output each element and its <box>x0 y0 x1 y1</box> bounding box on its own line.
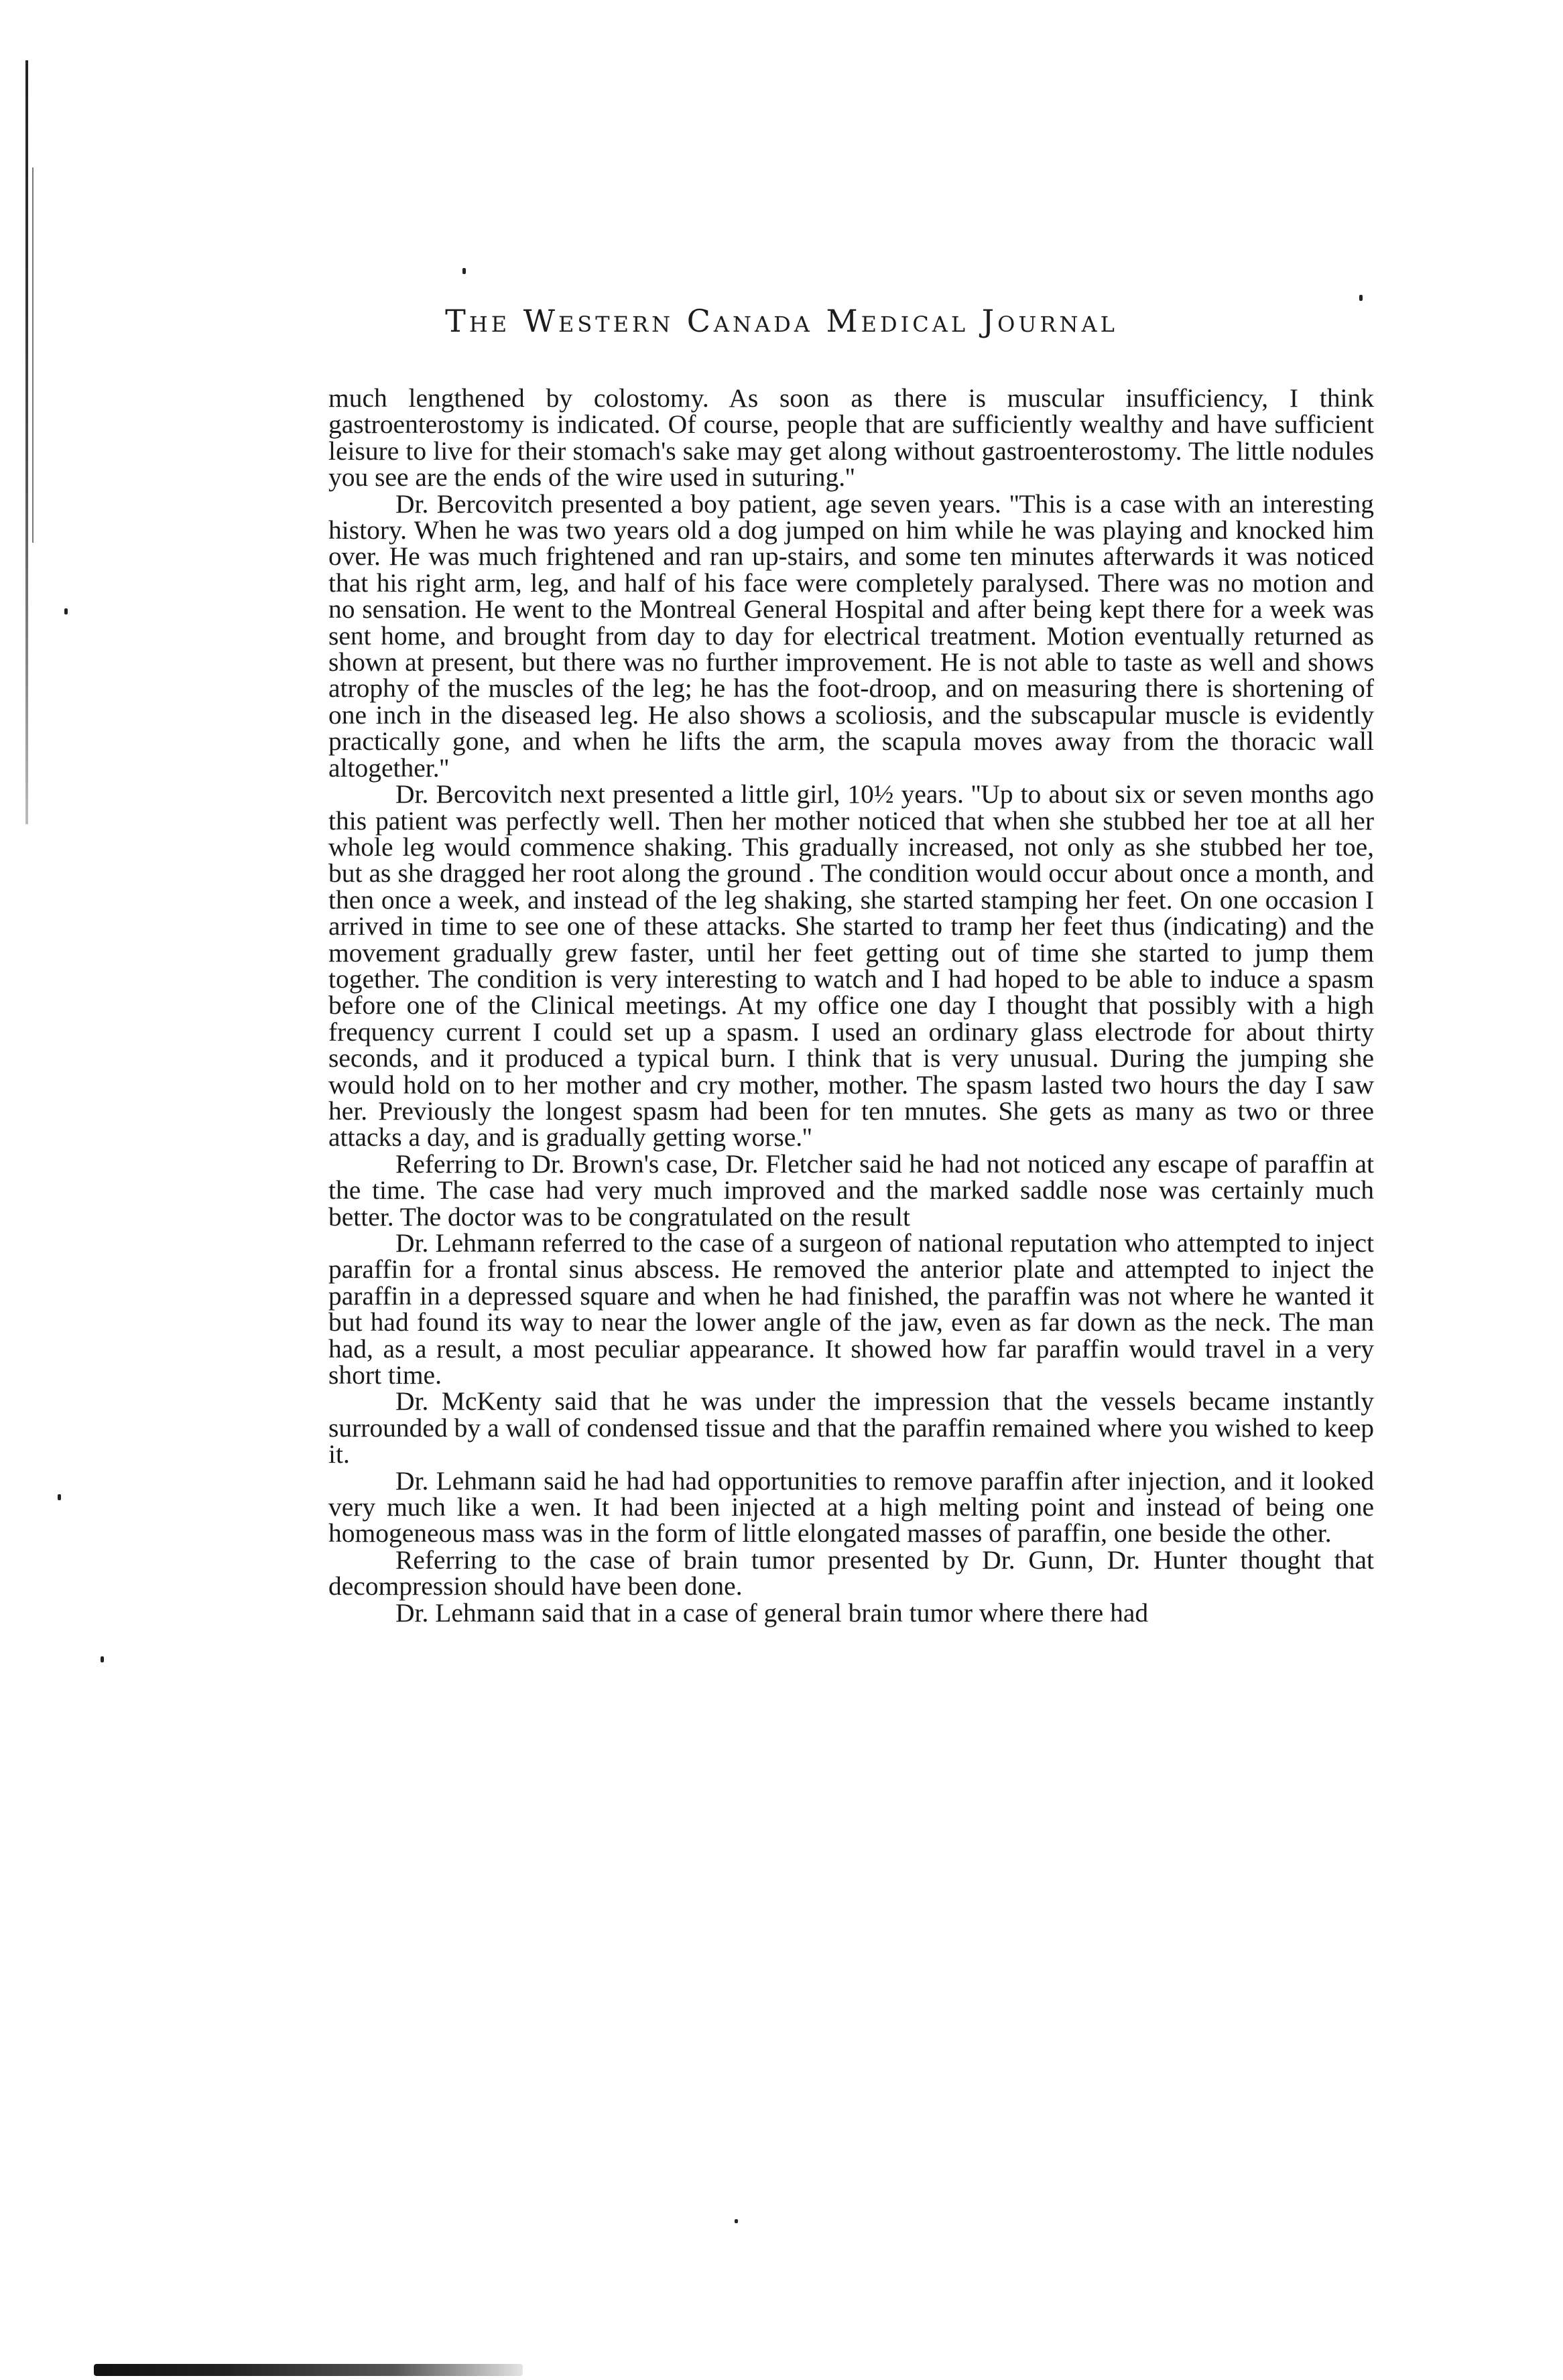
paragraph: Referring to the case of brain tumor presented by Dr. Gunn, Dr. Hunter thought that decompression should have been done. <box>328 1544 1374 1601</box>
scan-speck <box>64 608 68 614</box>
article-body <box>328 385 1374 1626</box>
scan-speck <box>58 1494 61 1500</box>
scan-speck <box>101 1656 104 1662</box>
paragraph: Dr. Bercovitch next presented a little girl, 10½ years. ''Up to about six or seven months ago this patient was perfectly well. Then her mother noticed that when she stubbed her toe at all her whole leg would commence shaking. This gradually increased, not only as she stubbed her toe, but as she dragged her root along the ground . The condition would occur about once a month, and then once a week, and instead of the leg shaking, she started stamping her feet. On one occasion I arrived in time to see one of these attacks. She started to tramp her feet thus (indicating) and the movement gradually grew faster, until her feet getting out of time she started to jump them together. The condition is very interesting to watch and I had hoped to be able to induce a spasm before one of the Clinical meetings. At my office one day I thought that possibly with a high frequency current I could set up a spasm. I used an ordinary glass electrode for about thirty seconds, and it produced a typical burn. I think that is very unusual. During the jumping she would hold on to her mother and cry mother, mother. The spasm lasted two hours the day I saw her. Previously the longest spasm had been for ten mnutes. She gets as many as two or three attacks a day, and is gradually getting worse.'' <box>328 779 1374 1152</box>
scan-speck <box>462 268 466 274</box>
paragraph: Dr. Bercovitch presented a boy patient, age seven years. ''This is a case with an interesting history. When he was two years old a dog jumped on him while he was playing and knocked him over. He was much frightened and ran up-stairs, and some ten minutes afterwards it was noticed that his right arm, leg, and half of his face were completely paralysed. There was no motion and no sensation. He went to the Montreal General Hospital and after being kept there for a week was sent home, and brought from day to day for electrical treatment. Motion eventually returned as shown at present, but there was no further improvement. He is not able to taste as well and shows atrophy of the muscles of the leg; he has the foot-droop, and on measuring there is shortening of one inch in the diseased leg. He also shows a scoliosis, and the subscapular muscle is evidently practically gone, and when he lifts the arm, the scapula moves away from the thoracic wall altogether.'' <box>328 488 1374 783</box>
paragraph: much lengthened by colostomy. As soon as there is muscular insufficiency, I think gastroenterostomy is indicated. Of course, people that are sufficiently wealthy and have sufficient leisure to live for their stomach's sake may get along without gastroenterostomy. The little nodules you see are the ends of the wire used in suturing.'' <box>328 383 1374 492</box>
scan-edge-line <box>25 60 28 824</box>
scan-speck <box>1359 295 1363 301</box>
paragraph: Dr. Lehmann referred to the case of a surgeon of national reputation who attempted to inject paraffin for a frontal sinus abscess. He removed the anterior plate and attempted to inject the paraffin in a depressed square and when he had finished, the paraffin was not where he wanted it but had found its way to near the lower angle of the jaw, even as far down as the neck. The man had, as a result, a most peculiar appearance. It showed how far paraffin would travel in a very short time. <box>328 1228 1374 1390</box>
paragraph: Referring to Dr. Brown's case, Dr. Fletcher said he had not noticed any escape of paraffin at the time. The case had very much improved and the marked saddle nose was certainly much better. The doctor was to be congratulated on the result <box>328 1148 1374 1232</box>
paragraph: Dr. Lehmann said that in a case of general brain tumor where there had <box>395 1597 1149 1628</box>
scan-edge-line-secondary <box>32 168 34 543</box>
paragraph: Dr. Lehmann said he had had opportunities to remove paraffin after injection, and it looked very much like a wen. It had been injected at a high melting point and instead of being one homogeneous mass was in the form of little elongated masses of paraffin, one beside the other. <box>328 1465 1374 1548</box>
scan-speck <box>735 2219 738 2223</box>
paragraph: Dr. McKenty said that he was under the impression that the vessels became instantly surrounded by a wall of condensed tissue and that the paraffin remained where you wished to keep it. <box>328 1386 1374 1469</box>
scan-smear <box>94 2364 523 2376</box>
running-head: The Western Canada Medical Journal <box>445 303 1118 339</box>
